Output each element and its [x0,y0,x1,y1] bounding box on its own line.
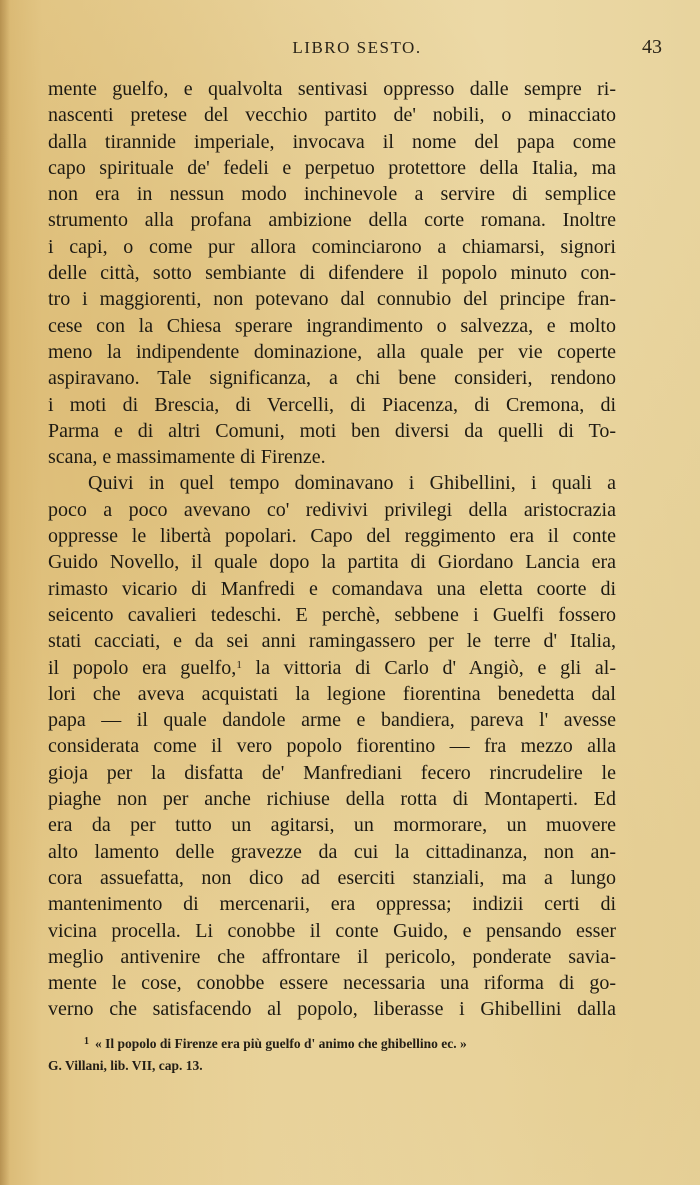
paragraph-end-line: scana, e massimamente di Firenze. [48,446,326,469]
text-line: meglio antivenire che affrontare il pericolo, ponderate savia- [48,945,616,968]
text-line: piaghe non per anche richiuse della rotta di Montaperti. Ed [48,788,616,811]
footnote-line [48,1034,616,1056]
page-gutter-shadow [0,0,10,1185]
text-line: seicento cavalieri tedeschi. E perchè, sebbene i Guelfi fossero [48,603,616,626]
text-segment: la vittoria di Carlo d' Angiò, e gli al- [241,656,616,679]
text-line: papa — il quale dandole arme e bandiera, pareva l' avesse [48,709,616,732]
page-header [52,38,662,64]
text-line: i moti di Brescia, di Vercelli, di Piacenza, di Cremona, di [48,393,616,416]
text-line: mantenimento di mercenarii, era oppressa; indizii certi di [48,893,616,916]
text-line: tro i maggiorenti, non potevano dal connubio del principe fran- [48,288,616,311]
text-line: mente guelfo, e qualvolta sentivasi oppresso dalle sempre ri- [48,78,616,100]
text-line: gioja per la disfatta de' Manfrediani fecero rincrudelire le [48,761,616,784]
text-line-with-footnote-ref [48,655,616,681]
text-line: alto lamento delle gravezze da cui la cittadinanza, non an- [48,840,616,863]
text-line: stati cacciati, e da sei anni ramingassero per le terre d' Italia, [48,630,616,653]
text-line: rimasto vicario di Manfredi e comandava una eletta coorte di [48,577,616,600]
text-line: cora assuefatta, non dico ad eserciti stanziali, ma a lungo [48,866,616,889]
paragraph-start-line: Quivi in quel tempo dominavano i Ghibellini, i quali a [88,472,616,495]
page-number: 43 [642,36,662,58]
footnote-reference[interactable]: 1 [236,658,242,671]
text-line: non era in nessun modo inchinevole a servire di semplice [48,183,616,206]
footnote-citation: G. Villani, lib. VII, cap. 13. [48,1058,203,1073]
footnote-mark: 1 [84,1036,89,1047]
text-line: vicina procella. Li conobbe il conte Guido, e pensando esser [48,919,616,942]
text-line: mente le cose, conobbe essere necessaria una riforma di go- [48,972,616,995]
footnote-quote: « Il popolo di Firenze era più guelfo d' animo che ghibellino ec. » [95,1036,467,1051]
text-line: meno la indipendente dominazione, alla quale per vie coperte [48,340,616,363]
text-line: considerata come il vero popolo fiorentino — fra mezzo alla [48,735,616,758]
text-line: cese con la Chiesa sperare ingrandimento o salvezza, e molto [48,314,616,337]
text-line: Parma e di altri Comuni, moti ben diversi da quelli di To- [48,419,616,442]
footnote [48,1034,616,1076]
text-line: delle città, sotto sembiante di difendere il popolo minuto con- [48,262,616,285]
body-text [48,76,616,1023]
text-line: poco a poco avevano co' redivivi privilegi della aristocrazia [48,498,616,521]
text-line: aspiravano. Tale significanza, a chi bene consideri, rendono [48,367,616,390]
text-line: verno che satisfacendo al popolo, liberasse i Ghibellini dalla [48,998,616,1021]
text-line: oppresse le libertà popolari. Capo del reggimento era il conte [48,525,616,548]
text-line: era da per tutto un agitarsi, un mormorare, un muovere [48,814,616,837]
text-line: Guido Novello, il quale dopo la partita di Giordano Lancia era [48,551,616,574]
text-segment: il popolo era guelfo, [48,656,237,679]
text-line: i capi, o come pur allora cominciarono a chiamarsi, signori [48,235,616,258]
text-line: nascenti pretese del vecchio partito de' nobili, o minacciato [48,104,616,127]
running-head: LIBRO SESTO. [292,38,422,57]
text-line: strumento alla profana ambizione della corte romana. Inoltre [48,209,616,232]
text-line: dalla tirannide imperiale, invocava il nome del papa come [48,130,616,153]
text-line: lori che aveva acquistati la legione fiorentina benedetta dal [48,682,616,705]
text-line: capo spirituale de' fedeli e perpetuo protettore della Italia, ma [48,156,616,179]
